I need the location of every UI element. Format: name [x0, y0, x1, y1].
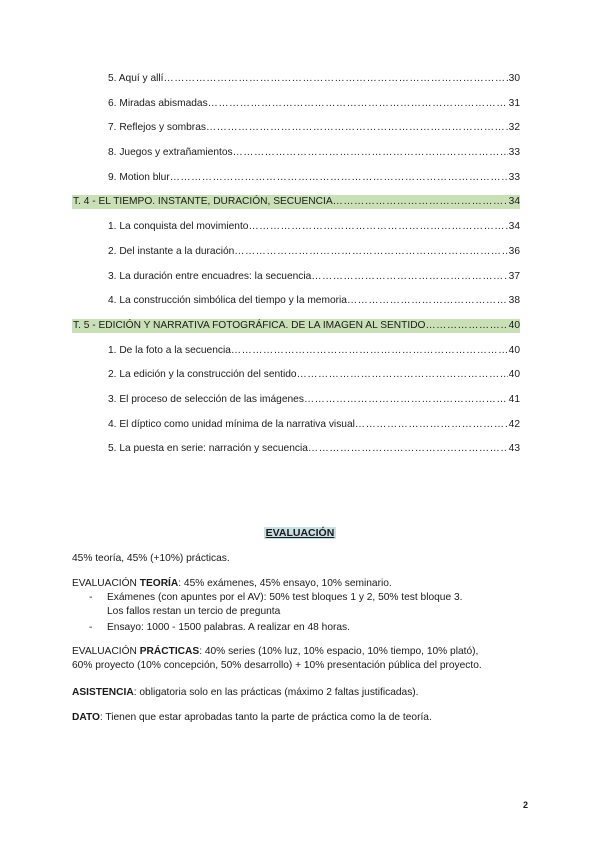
- toc-entry: [72, 442, 520, 456]
- toc-entry: [72, 220, 520, 234]
- toc-leader-dots: [425, 319, 507, 333]
- toc-title: 9. Motion blur: [108, 172, 170, 183]
- toc-leader-dots: [206, 121, 508, 135]
- toc-page-number: 33: [508, 172, 520, 183]
- toc-title: 4. La construcción simbólica del tiempo y la memoria: [108, 295, 347, 306]
- toc-entry: [72, 72, 520, 86]
- toc-leader-dots: [234, 245, 507, 259]
- toc-page-number: 40: [508, 320, 520, 331]
- toc-page-number: 38: [508, 295, 520, 306]
- toc-page-number: 34: [508, 221, 520, 232]
- toc-title: 1. De la foto a la secuencia: [108, 345, 231, 356]
- toc-page-number: 41: [508, 394, 520, 405]
- toc-leader-dots: [208, 97, 508, 111]
- toc-leader-dots: [297, 368, 508, 382]
- toc-title: 2. La edición y la construcción del sentido: [108, 369, 297, 380]
- toc-entry: [72, 121, 520, 135]
- toc-title: T. 4 - EL TIEMPO. INSTANTE, DURACIÓN, SECUENCIA: [73, 196, 333, 207]
- toc-entry: [72, 97, 520, 111]
- note-line: DATO: Tienen que estar aprobadas tanto la parte de práctica como la de teoría.: [72, 712, 432, 723]
- toc-entry: [72, 270, 520, 284]
- toc-entry: [72, 294, 520, 308]
- toc-entry: [72, 368, 520, 382]
- toc-leader-dots: [347, 294, 508, 308]
- toc-leader-dots: [311, 270, 507, 284]
- toc-page-number: 42: [508, 419, 520, 430]
- toc-page-number: 40: [508, 369, 520, 380]
- toc-leader-dots: [170, 171, 508, 185]
- toc-entry: [72, 344, 520, 358]
- toc-page-number: 31: [508, 98, 520, 109]
- evaluation-heading: EVALUACIÓN: [265, 527, 335, 539]
- toc-page-number: 40: [508, 345, 520, 356]
- toc-page-number: 36: [508, 246, 520, 257]
- toc-title: 8. Juegos y extrañamientos: [108, 147, 233, 158]
- attendance-line: ASISTENCIA: obligatoria solo en las prácticas (máximo 2 faltas justificadas).: [72, 687, 419, 698]
- toc-page-number: 37: [508, 271, 520, 282]
- toc-leader-dots: [308, 442, 508, 456]
- toc-leader-dots: [248, 220, 507, 234]
- toc-unit-row: [72, 195, 520, 209]
- toc-title: 6. Miradas abismadas: [108, 98, 208, 109]
- toc-entry: [72, 146, 520, 160]
- theory-line: EVALUACIÓN TEORÍA: 45% exámenes, 45% ensayo, 10% seminario.: [72, 578, 392, 589]
- evaluation-summary: 45% teoría, 45% (+10%) prácticas.: [72, 553, 230, 564]
- toc-page-number: 43: [508, 443, 520, 454]
- toc-entry: [72, 245, 520, 259]
- toc-title: 7. Reflejos y sombras: [108, 122, 206, 133]
- toc-title: 1. La conquista del movimiento: [108, 221, 249, 232]
- page-number: 2: [523, 800, 529, 810]
- toc-title: 3. El proceso de selección de las imágenes: [108, 394, 304, 405]
- practice-block: EVALUACIÓN PRÁCTICAS: 40% series (10% luz, 10% espacio, 10% tiempo, 10% plató), 60% proyecto (10% concepción, 50% desarrollo) + 10% presentación pública del proyecto.: [72, 646, 482, 671]
- toc-leader-dots: [164, 72, 508, 86]
- toc-title: 4. El díptico como unidad mínima de la narrativa visual: [108, 419, 355, 430]
- toc-title: 2. Del instante a la duración: [108, 246, 235, 257]
- toc-title: 5. La puesta en serie: narración y secuencia: [108, 443, 308, 454]
- toc-entry: [72, 418, 520, 432]
- toc-leader-dots: [231, 344, 508, 358]
- toc-leader-dots: [233, 146, 508, 160]
- toc-page-number: 30: [508, 73, 520, 84]
- toc-entry: [72, 393, 520, 407]
- toc-unit-row: [72, 319, 520, 333]
- toc-page-number: 32: [508, 122, 520, 133]
- toc-title: T. 5 - EDICIÓN Y NARRATIVA FOTOGRÁFICA. DE LA IMAGEN AL SENTIDO: [73, 320, 426, 331]
- toc-leader-dots: [333, 195, 508, 209]
- toc-page-number: 34: [508, 196, 520, 207]
- toc-page-number: 33: [508, 147, 520, 158]
- toc-title: 5. Aquí y allí: [108, 73, 164, 84]
- toc-title: 3. La duración entre encuadres: la secuencia: [108, 271, 312, 282]
- toc-leader-dots: [355, 418, 508, 432]
- toc-entry: [72, 171, 520, 185]
- toc-leader-dots: [304, 393, 508, 407]
